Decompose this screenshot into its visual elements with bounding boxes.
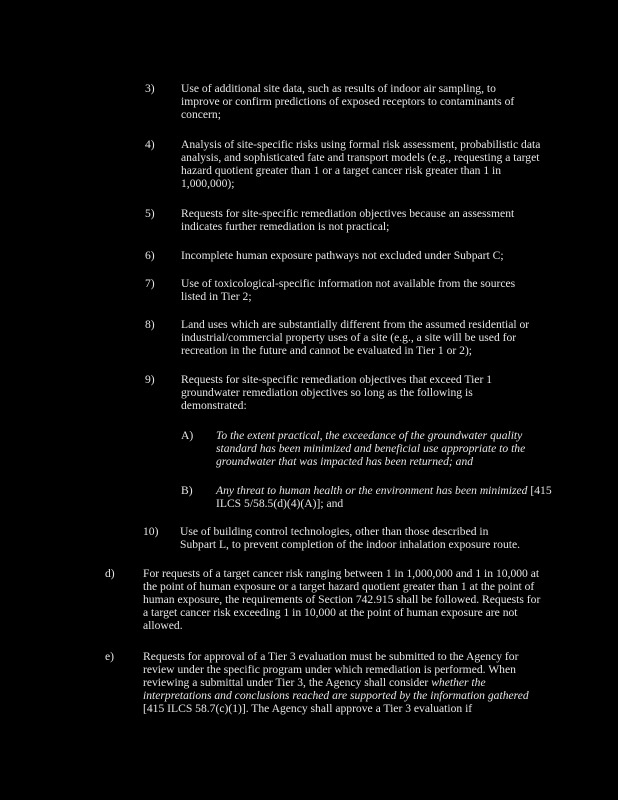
section-text <box>143 650 541 715</box>
item-text: Requests for site-specific remediation objectives because an assessment indicates further remediation is not practical; <box>181 207 515 233</box>
citation: [415 ILCS 5/58.5(d)(4)(A)]; and <box>216 484 552 510</box>
item-text: Analysis of site-specific risks using formal risk assessment, probabilistic data analysis, and sophisticated fate and transport models (e.g., requesting a target hazard quotient greater than 1 or a target cancer risk greater than 1 in 1,000,000); <box>181 138 541 190</box>
item-number: 10) <box>143 525 159 538</box>
item-number: 4) <box>145 138 155 151</box>
section-letter: d) <box>105 567 115 580</box>
item-number: 8) <box>145 318 155 331</box>
section-text: For requests of a target cancer risk ranging between 1 in 1,000,000 and 1 in 10,000 at the point of human exposure or a target hazard quotient greater than 1 at the point of human exposure, the requirements of Section 742.915 shall be followed. Requests for a target cancer risk exceeding 1 in 10,000 at the point of human exposure are not allowed. <box>143 567 541 632</box>
item-text: To the extent practical, the exceedance of the groundwater quality standard has been minimized and beneficial use appropriate to the groundwater that was impacted has been returned; and <box>216 429 526 468</box>
item-number: 9) <box>145 373 155 386</box>
item-text: Land uses which are substantially different from the assumed residential or industrial/commercial property uses of a site (e.g., a site will be used for recreation in the future and cannot be evaluated in Tier 1 or 2); <box>181 318 530 357</box>
item-number: 3) <box>145 82 155 95</box>
item-number: 7) <box>145 277 155 290</box>
section-letter: e) <box>105 650 115 663</box>
section-text-a: Requests for approval of a Tier 3 evaluation must be submitted to the Agency for review under the specific program under which remediation is performed. When reviewing a submittal under Tier 3, the Agency shall consider <box>143 650 519 689</box>
item-text: Use of toxicological-specific information not available from the sources listed in Tier 2; <box>181 277 516 303</box>
item-number: A) <box>181 429 194 442</box>
item-number: B) <box>181 484 193 497</box>
item-number: 5) <box>145 207 155 220</box>
item-text: Use of additional site data, such as results of indoor air sampling, to improve or confirm predictions of exposed receptors to contaminants of concern; <box>181 82 515 121</box>
item-text <box>216 484 556 510</box>
item-number: 6) <box>145 249 155 262</box>
italic-quote: Any threat to human health or the environment has been minimized <box>216 484 528 497</box>
section-text-b: [415 ILCS 58.7(c)(1)]. The Agency shall approve a Tier 3 evaluation if <box>143 702 473 715</box>
item-text: Incomplete human exposure pathways not excluded under Subpart C; <box>181 249 504 262</box>
italic-quote: whether the interpretations and conclusions reached are supported by the information gathered <box>143 676 529 702</box>
item-text: Use of building control technologies, other than those described in Subpart L, to prevent completion of the indoor inhalation exposure route. <box>180 525 521 551</box>
item-text: Requests for site-specific remediation objectives that exceed Tier 1 groundwater remediation objectives so long as the following is demonstrated: <box>181 373 493 412</box>
